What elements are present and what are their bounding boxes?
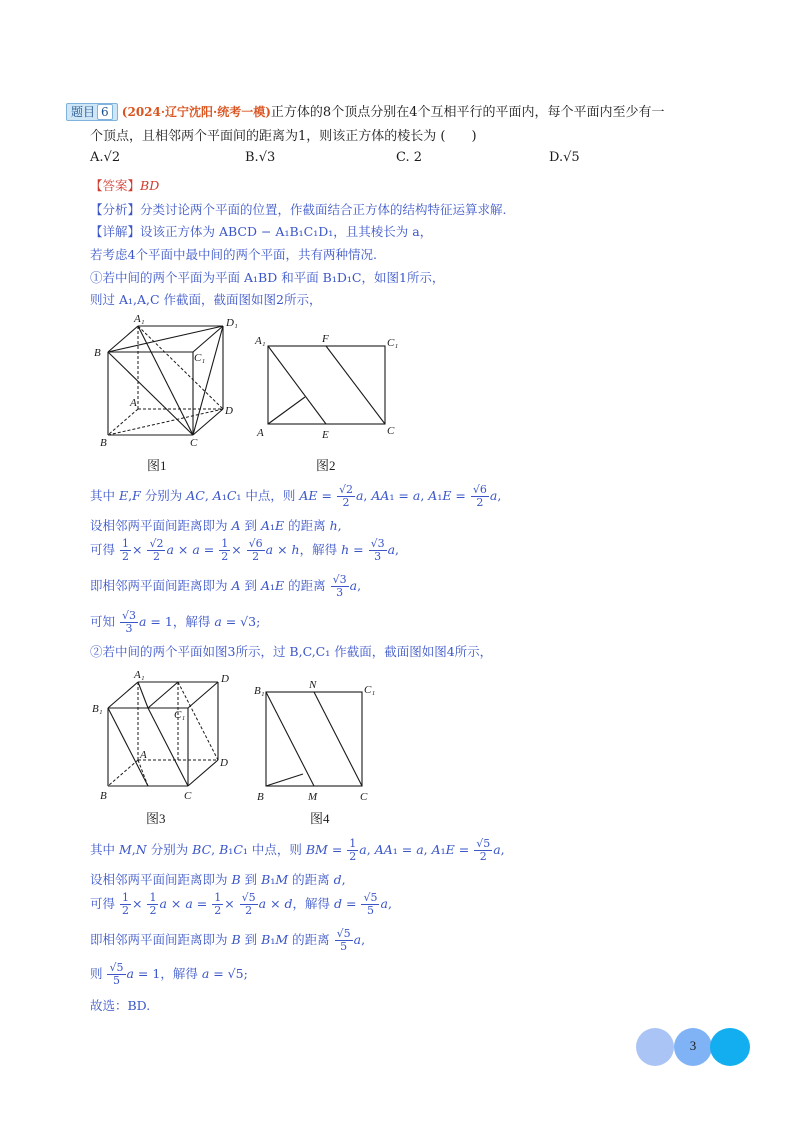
option-c[interactable]: C. 2 <box>396 150 423 165</box>
figure-1-caption: 图1 <box>147 458 167 473</box>
analysis-line: 【分析】分类讨论两个平面的位置，作截面结合正方体的结构特征运算求解. <box>90 202 507 217</box>
option-b[interactable]: B.√3 <box>245 150 276 165</box>
figure-1-cube <box>86 308 246 453</box>
fig2-label-c1: C₁ <box>387 337 399 349</box>
case2-line-1: ②若中间的两个平面如图3所示，过 B,C,C₁ 作截面，截面图如图4所示， <box>90 644 493 659</box>
conclusion-line: 故选：BD. <box>90 998 151 1013</box>
question-number: 6 <box>97 104 113 120</box>
fig3-label-b1: B₁ <box>92 703 103 715</box>
option-d[interactable]: D.√5 <box>549 150 580 165</box>
fig1-label-c1: C₁ <box>194 352 206 364</box>
page-number: 3 <box>689 1038 697 1053</box>
fig4-label-b: B <box>257 791 264 803</box>
fig3-label-b: B <box>100 790 107 802</box>
case1-line-5: 可得 $\frac{1}{2}$ × $\frac{√2}{2}$ a × a = $\frac{1}{2}$ × $\frac{√6}{2}$ a × h，解得 h = $\frac{√3}{3}$ a, <box>90 537 400 563</box>
fig1-label-d1: D₁ <box>226 317 238 329</box>
page-badge-circle-3 <box>710 1028 750 1066</box>
figure-2-caption: 图2 <box>316 458 336 473</box>
answer-value: BD <box>140 178 160 193</box>
option-a[interactable]: A.√2 <box>90 150 121 165</box>
detail-line-2: 若考虑4个平面中最中间的两个平面，共有两种情况. <box>90 247 377 262</box>
case1-line-1: ①若中间的两个平面为平面 A₁BD 和平面 B₁D₁C，如图1所示， <box>90 270 445 285</box>
fig4-label-c: C <box>360 791 368 803</box>
fig3-label-d1: D <box>221 673 229 685</box>
fig3-label-d: D <box>220 757 228 769</box>
case1-line-2: 则过 A₁,A,C 作截面，截面图如图2所示， <box>90 292 322 307</box>
case2-line-3: 设相邻两平面间距离即为 B 到 B₁M 的距离 d, <box>90 872 346 887</box>
question-source: (2024·辽宁沈阳·统考一模) <box>121 105 271 119</box>
fig1-label-a: A <box>130 397 137 409</box>
figure-4-caption: 图4 <box>310 811 330 826</box>
question-tag: 题目 6 <box>66 103 118 121</box>
case1-line-4: 设相邻两平面间距离即为 A 到 A₁E 的距离 h, <box>90 518 342 533</box>
fig2-label-c: C <box>387 425 395 437</box>
question-line-1 <box>66 101 664 121</box>
fig1-label-c: C <box>190 437 198 449</box>
fig3-label-c: C <box>184 790 192 802</box>
case2-line-6: 则 $\frac{√5}{5}$ a = 1，解得 a = √5; <box>90 961 248 987</box>
fig1-label-d: D <box>225 405 233 417</box>
question-text-1: 正方体的8个顶点分别在4个互相平行的平面内，每个平面内至少有一 <box>270 105 665 120</box>
answer-line: 【答案】BD <box>90 178 160 193</box>
detail-line-1: 【详解】设该正方体为 ABCD − A₁B₁C₁D₁，且其棱长为 a， <box>90 224 433 239</box>
case2-line-5: 即相邻两平面间距离即为 B 到 B₁M 的距离 $\frac{√5}{5}$ a, <box>90 927 366 953</box>
fig3-label-a1: A₁ <box>134 669 145 681</box>
fig2-label-f: F <box>322 333 329 345</box>
page-badge <box>636 1028 752 1066</box>
question-line-2: 个顶点，且相邻两个平面间的距离为1，则该正方体的棱长为 ( ) <box>90 129 477 144</box>
figure-3-cube <box>86 662 246 807</box>
fig2-label-a: A <box>257 427 264 439</box>
case2-line-2: 其中 M,N 分别为 BC, B₁C₁ 中点，则 BM = $\frac{1}{2}$ a, AA₁ = a, A₁E = $\frac{√5}{2}$ a, <box>90 837 505 863</box>
fig3-label-a: A <box>140 749 147 761</box>
case1-line-6: 即相邻两平面间距离即为 A 到 A₁E 的距离 $\frac{√3}{3}$ a, <box>90 573 362 599</box>
fig1-label-b: B <box>100 437 107 449</box>
fig4-label-b1: B₁ <box>254 685 265 697</box>
figure-3-caption: 图3 <box>146 811 166 826</box>
case1-line-3: 其中 E,F 分别为 AC, A₁C₁ 中点，则 AE = $\frac{√2}{2}$ a, AA₁ = a, A₁E = $\frac{√6}{2}$ a, <box>90 483 502 509</box>
fig1-label-a1: A₁ <box>134 313 145 325</box>
fig2-label-e: E <box>322 429 329 441</box>
fig2-label-a1: A₁ <box>255 335 266 347</box>
fig4-label-c1: C₁ <box>364 684 376 696</box>
figure-2-section <box>253 326 403 446</box>
fig1-label-b1: B <box>94 347 101 359</box>
fig4-label-m: M <box>308 791 318 803</box>
fig3-label-c1: C₁ <box>174 709 186 721</box>
case2-line-4: 可得 $\frac{1}{2}$ × $\frac{1}{2}$ a × a = $\frac{1}{2}$ × $\frac{√5}{2}$ a × d，解得 d = $\frac{√5}{5}$ a, <box>90 891 392 917</box>
figure-4-section <box>252 676 392 806</box>
page-badge-circle-1 <box>636 1028 674 1066</box>
case1-line-7: 可知 $\frac{√3}{3}$ a = 1，解得 a = √3; <box>90 609 261 635</box>
fig4-label-n: N <box>309 679 317 691</box>
